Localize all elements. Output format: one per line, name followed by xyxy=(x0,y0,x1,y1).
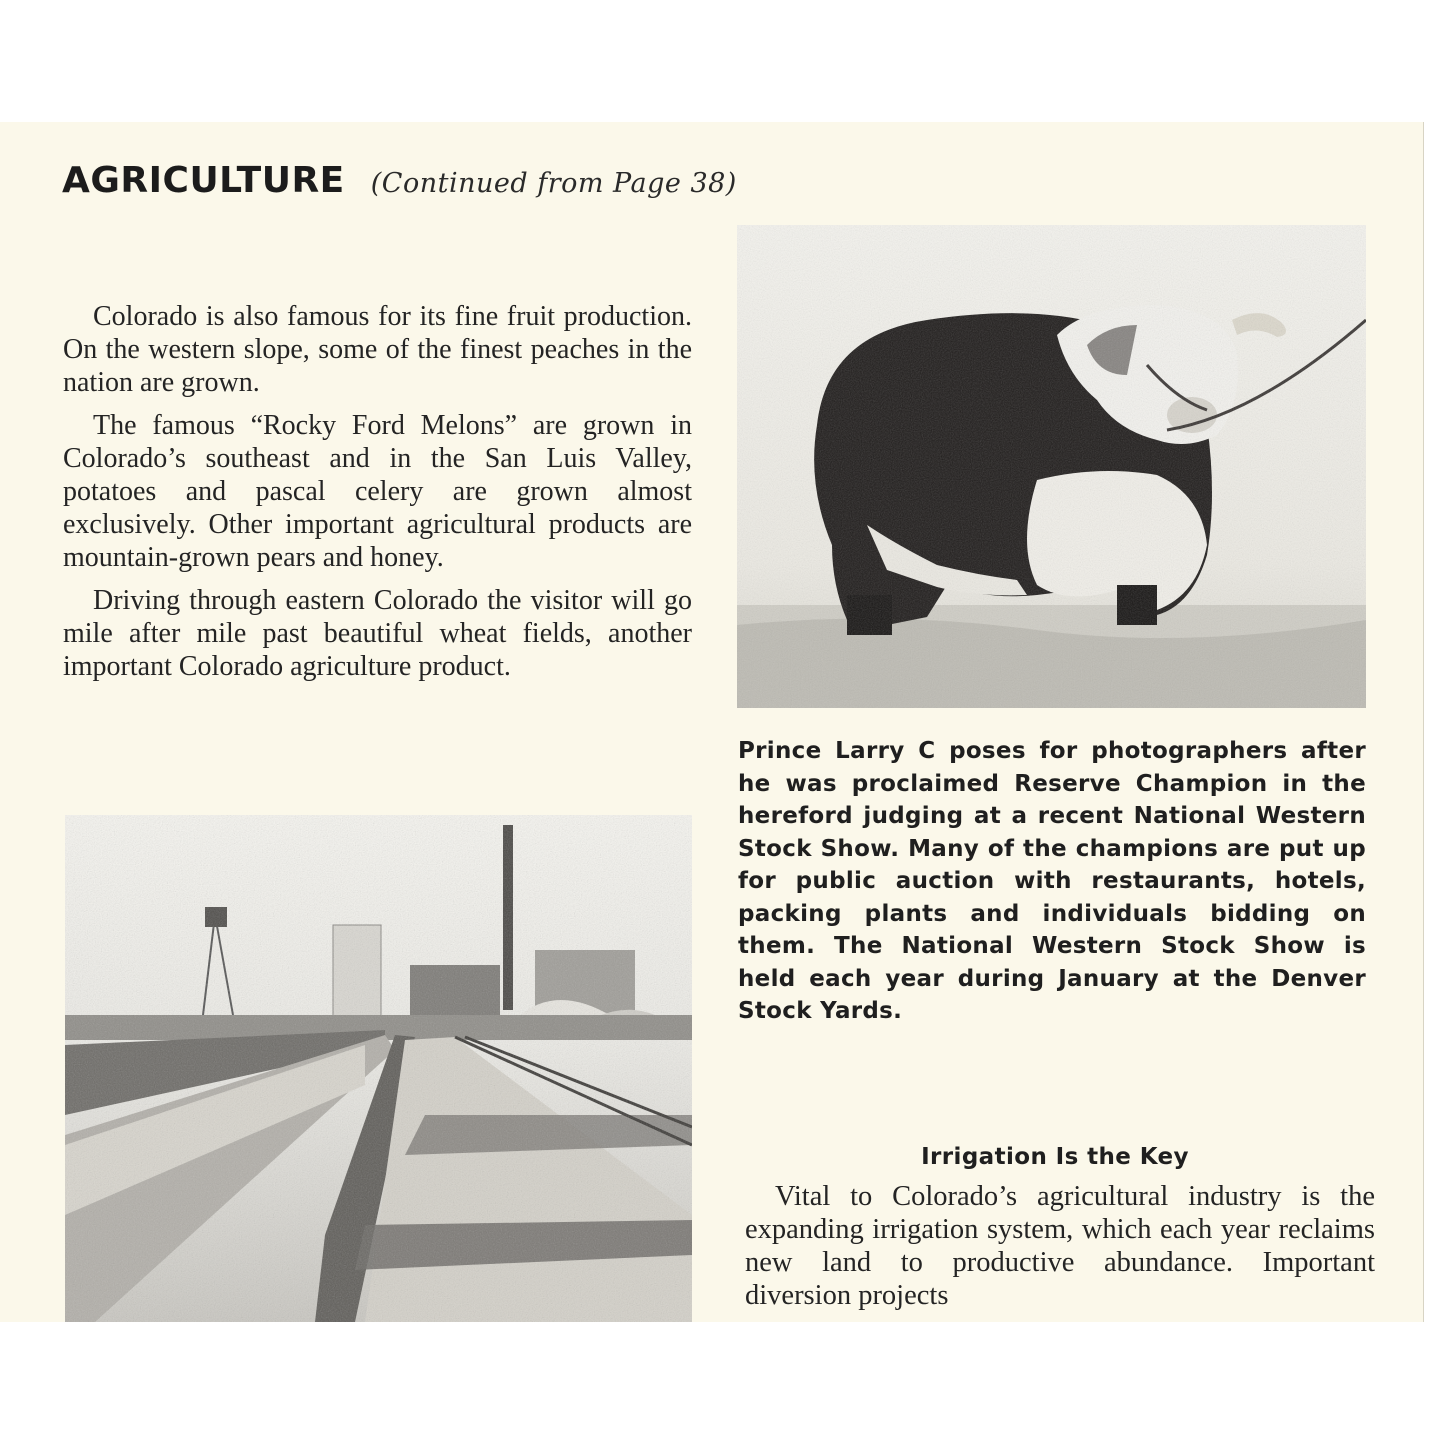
paragraph-wheat: Driving through eastern Colorado the visitor will go mile after mile past beautiful wheat fields, another important Colorado agriculture product. xyxy=(63,585,692,682)
magazine-page xyxy=(0,122,1423,1322)
rail-yard-illustration xyxy=(65,815,692,1322)
section-title: AGRICULTURE xyxy=(62,160,345,201)
paragraph-melons: The famous “Rocky Ford Melons” are grown in Colorado’s southeast and in the San Luis Valley, potatoes and pascal celery are grown almost exclusively. Other important agricultural products are mountain-grown pears and honey. xyxy=(63,410,692,573)
left-text-column xyxy=(63,300,692,693)
sugar-beet-factory-photo xyxy=(65,815,692,1322)
paragraph-fruit: Colorado is also famous for its fine fruit production. On the western slope, some of the finest peaches in the nation are grown. xyxy=(63,301,692,398)
page-heading xyxy=(62,160,737,201)
hereford-bull-photo xyxy=(737,225,1366,708)
hereford-bull-illustration xyxy=(737,225,1366,708)
bull-photo-caption: Prince Larry C poses for photographers after he was proclaimed Reserve Champion in the hereford judging at a recent National Western Stock Show. Many of the champions are put up for public auction with restaurants, hotels, packing plants and individuals bidding on them. The National Western Stock Show is held each year during January at the Denver Stock Yards. xyxy=(738,738,1366,1024)
irrigation-text-column xyxy=(745,1180,1375,1322)
page-edge xyxy=(1423,122,1445,1322)
paragraph-irrigation: Vital to Colorado’s agricultural industry is the expanding irrigation system, which each year reclaims new land to productive abundance. Important diversion projects xyxy=(745,1181,1375,1311)
continued-note: (Continued from Page 38) xyxy=(370,168,737,199)
irrigation-heading: Irrigation Is the Key xyxy=(921,1144,1189,1170)
